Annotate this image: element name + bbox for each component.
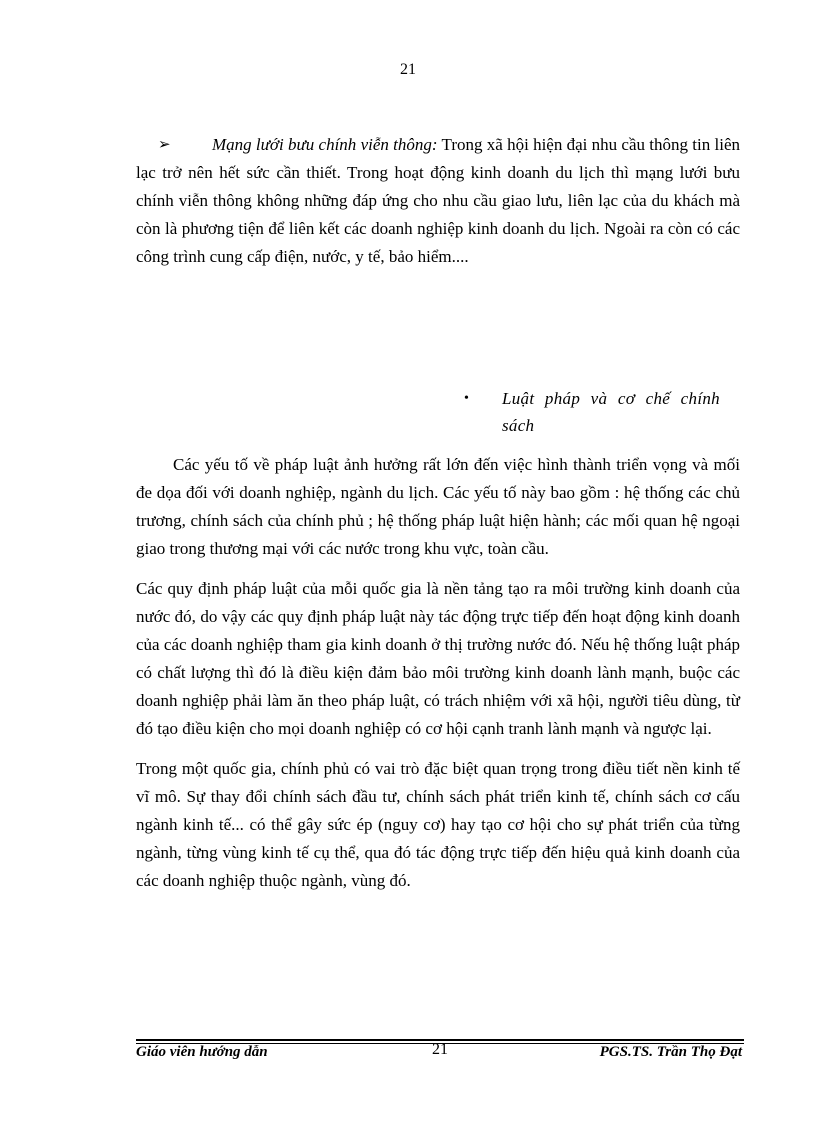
law-paragraph-3: Trong một quốc gia, chính phủ có vai trò đặc biệt quan trọng trong điều tiết nền kinh tế vĩ mô. Sự thay đổi chính sách đầu tư, chính sách phát triển kinh tế, chính sách cơ cấu ngành kinh tế... có thể gây sức ép (nguy cơ) hay tạo cơ hội cho sự phát triển của từng ngành, từng vùng kinh tế cụ thể, qua đó tác động trực tiếp đến hiệu quả kinh doanh của các doanh nghiệp thuộc ngành, vùng đó.: [136, 759, 740, 890]
bullet-dot-icon: •: [464, 391, 469, 406]
law-paragraph-2: Các quy định pháp luật của mỗi quốc gia là nền tảng tạo ra môi trường kinh doanh của nước đó, do vậy các quy định pháp luật này tác động trực tiếp đến hoạt động kinh doanh của các doanh nghiệp tham gia kinh doanh ở thị trường nước đó. Nếu hệ thống luật pháp có chất lượng thì đó là điều kiện đảm bảo môi trường kinh doanh lành mạnh, buộc các doanh nghiệp phải làm ăn theo pháp luật, có trách nhiệm với xã hội, người tiêu dùng, từ đó tạo điều kiện cho mọi doanh nghiệp có cơ hội cạnh tranh lành mạnh và ngược lại.: [136, 579, 740, 738]
law-heading: Luật pháp và cơ chế chính sách: [502, 389, 720, 435]
footer-supervisor-label: Giáo viên hướng dẫn: [136, 1044, 268, 1060]
law-paragraph-1: Các yếu tố về pháp luật ảnh hưởng rất lớn đến việc hình thành triển vọng và mối đe dọa đối với doanh nghiệp, ngành du lịch. Các yếu tố này bao gồm : hệ thống các chủ trương, chính sách của chính phủ ; hệ thống pháp luật hiện hành; các mối quan hệ ngoại giao trong thương mại với các nước trong khu vực, toàn cầu.: [136, 455, 740, 558]
telecom-text: Trong xã hội hiện đại nhu cầu thông tin liên lạc trở nên hết sức cần thiết. Trong hoạt động kinh doanh du lịch thì mạng lưới bưu chính viễn thông không những đáp ứng cho nhu cầu giao lưu, liên lạc của du khách mà còn là phương tiện để liên kết các doanh nghiệp kinh doanh du lịch. Ngoài ra còn có các công trình cung cấp điện, nước, y tế, bảo hiểm....: [136, 135, 740, 266]
page-number-top: 21: [400, 61, 416, 78]
arrow-bullet-icon: ➢: [158, 137, 171, 153]
footer-page-number: 21: [432, 1041, 448, 1058]
telecom-paragraph: [136, 131, 740, 271]
section-law-body: [136, 451, 740, 907]
section-infrastructure: [136, 131, 740, 271]
section-heading-law: [464, 385, 754, 439]
page-footer: [136, 1041, 744, 1063]
footer-supervisor-name: PGS.TS. Trần Thọ Đạt: [599, 1044, 742, 1060]
telecom-title: Mạng lưới bưu chính viễn thông:: [212, 135, 438, 154]
